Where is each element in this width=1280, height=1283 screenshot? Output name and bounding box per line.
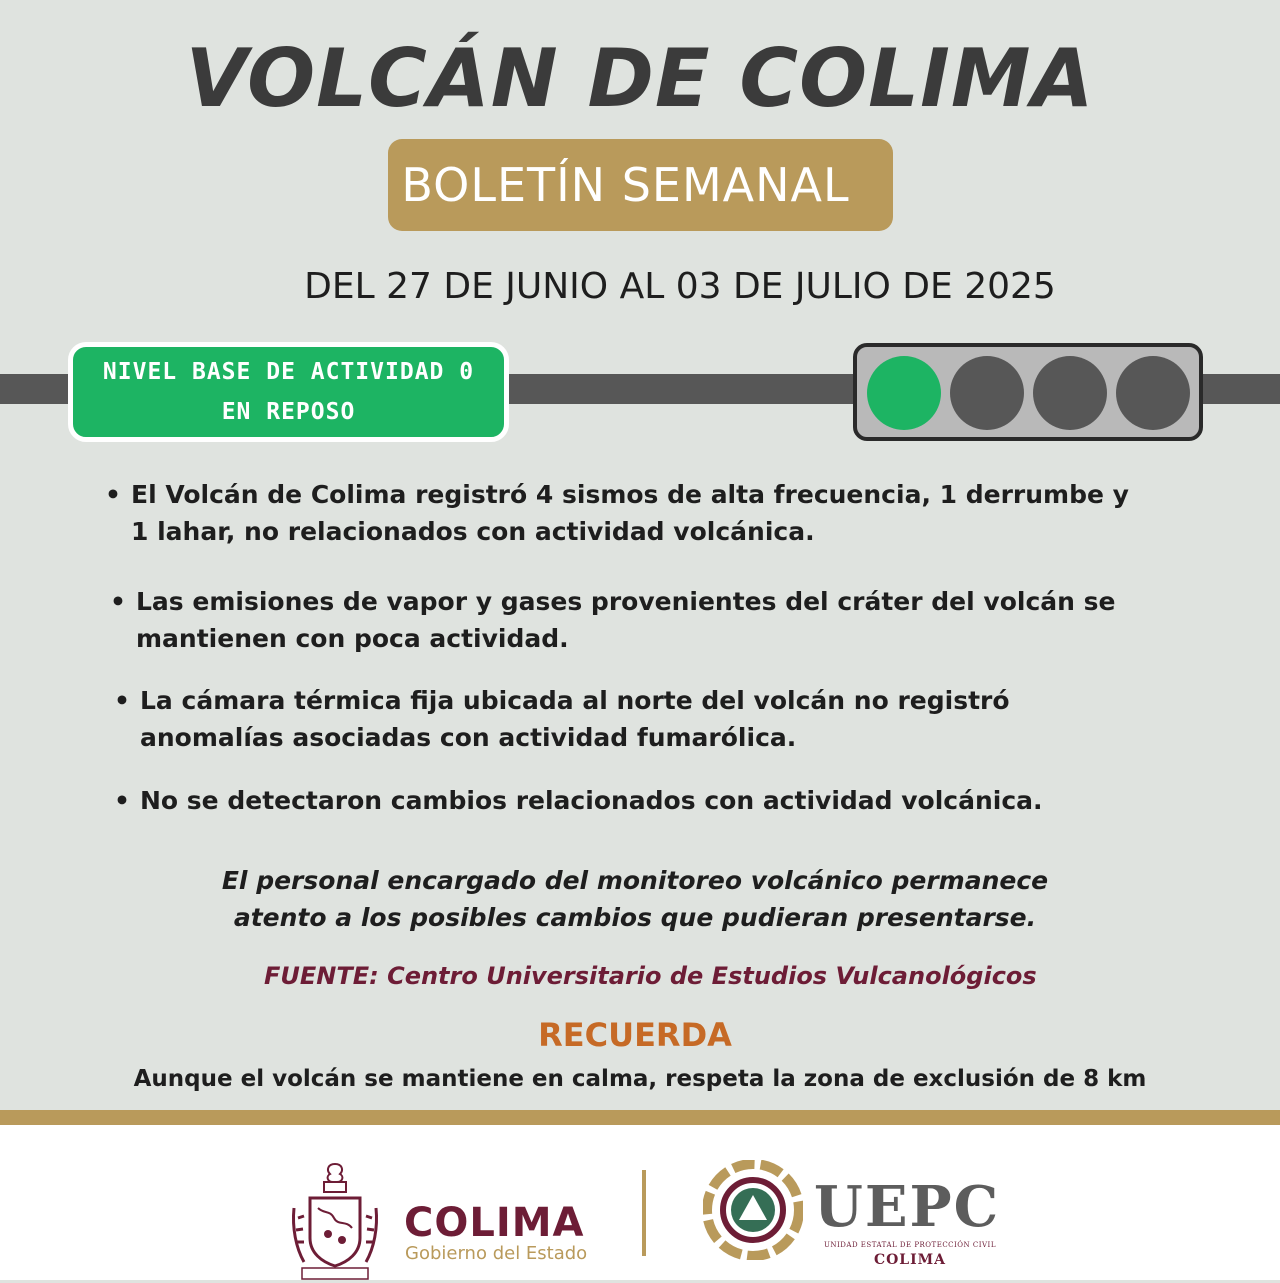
colima-logo-subtitle: Gobierno del Estado	[405, 1243, 588, 1264]
list-item-line: mantienen con poca actividad.	[136, 624, 569, 653]
traffic-light	[853, 343, 1203, 441]
uepc-logo-text: UEPC	[814, 1174, 1001, 1240]
bullet-dot-icon: •	[110, 587, 126, 616]
reminder-text: Aunque el volcán se mantiene en calma, respeta la zona de exclusión de 8 km	[133, 1066, 1147, 1092]
page-title: VOLCÁN DE COLIMA	[185, 32, 1095, 125]
uepc-emblem-icon	[703, 1160, 803, 1260]
traffic-light-green	[867, 356, 941, 430]
traffic-light-off-3	[1116, 356, 1190, 430]
date-range: DEL 27 DE JUNIO AL 03 DE JULIO DE 2025	[304, 266, 1056, 307]
list-item	[110, 583, 1116, 657]
list-item-line: La cámara térmica fija ubicada al norte del volcán no registró	[140, 686, 1010, 715]
list-item-line: Las emisiones de vapor y gases provenientes del cráter del volcán se	[136, 587, 1116, 616]
traffic-light-off-2	[1033, 356, 1107, 430]
source-credit: FUENTE: Centro Universitario de Estudios Vulcanológicos	[264, 962, 1037, 990]
monitoring-note-line: El personal encargado del monitoreo volcánico permanece	[221, 866, 1049, 895]
list-item	[114, 782, 1043, 819]
activity-level-line1: NIVEL BASE DE ACTIVIDAD 0	[102, 359, 475, 385]
state-seal-icon	[290, 1158, 380, 1283]
footer	[0, 1110, 1280, 1280]
list-item	[105, 476, 1129, 550]
monitoring-note-line: atento a los posibles cambios que pudieran presentarse.	[233, 903, 1037, 932]
bullet-dot-icon: •	[114, 786, 130, 815]
activity-level-badge	[68, 342, 509, 442]
bulletin-badge	[388, 139, 893, 231]
traffic-light-off-1	[950, 356, 1024, 430]
list-item-line: El Volcán de Colima registró 4 sismos de alta frecuencia, 1 derrumbe y	[131, 480, 1129, 509]
list-item	[114, 682, 1010, 756]
bullet-dot-icon: •	[105, 480, 121, 509]
monitoring-note	[0, 862, 1280, 936]
list-item-line: anomalías asociadas con actividad fumarólica.	[140, 723, 797, 752]
colima-logo-text: COLIMA	[404, 1200, 585, 1246]
reminder-heading: RECUERDA	[538, 1016, 732, 1054]
uepc-logo-subtitle: UNIDAD ESTATAL DE PROTECCIÓN CIVIL	[824, 1241, 996, 1249]
uepc-logo-city: COLIMA	[873, 1252, 947, 1268]
bulletin-badge-label: BOLETÍN SEMANAL	[401, 158, 850, 212]
list-item-line: No se detectaron cambios relacionados con actividad volcánica.	[140, 786, 1043, 815]
footer-divider	[642, 1170, 646, 1256]
bullet-dot-icon: •	[114, 686, 130, 715]
list-item-line: 1 lahar, no relacionados con actividad volcánica.	[131, 517, 815, 546]
activity-level-line2: EN REPOSO	[221, 399, 356, 425]
